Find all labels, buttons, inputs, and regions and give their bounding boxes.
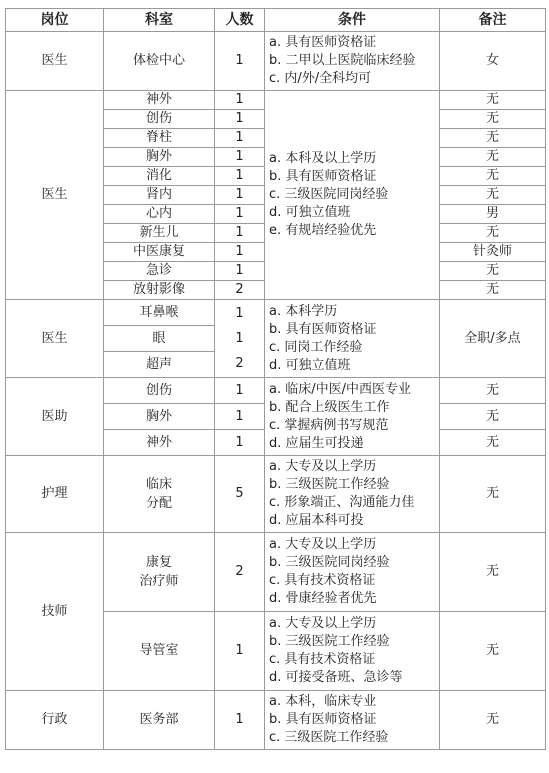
table-row <box>6 691 546 750</box>
condition-line: b. 具有医师资格证 <box>269 712 377 727</box>
count-cell: 1 <box>215 167 265 186</box>
table-row <box>6 378 546 404</box>
dept-cell: 脊柱 <box>104 129 215 148</box>
condition-line: c. 同岗工作经验 <box>269 339 363 355</box>
dept-cell: 新生儿 <box>104 224 215 243</box>
condition-line: c. 掌握病例书写规范 <box>269 417 389 433</box>
conditions-cell <box>265 691 440 750</box>
note-cell: 无 <box>440 110 546 129</box>
table-row <box>6 91 546 110</box>
conditions-cell <box>265 456 440 533</box>
note-cell: 无 <box>440 224 546 243</box>
post-cell: 医生 <box>6 32 104 91</box>
dept-cell: 胸外 <box>104 404 215 430</box>
conditions-cell <box>265 378 440 456</box>
condition-line: b. 具有医师资格证 <box>269 321 377 337</box>
dept-cell: 中医康复 <box>104 243 215 262</box>
count-cell: 1 <box>215 129 265 148</box>
note-cell: 全职/多点 <box>440 300 546 378</box>
table-row <box>6 533 546 612</box>
condition-line: d. 可接受备班、急诊等 <box>269 670 403 685</box>
post-cell: 护理 <box>6 456 104 533</box>
dept-line: 临床 <box>145 477 172 492</box>
condition-line: e. 有规培经验优先 <box>269 223 377 238</box>
condition-line: b. 三级医院工作经验 <box>269 634 390 649</box>
condition-line: c. 形象端正、沟通能力佳 <box>269 495 415 510</box>
note-cell: 无 <box>440 456 546 533</box>
dept-cell: 超声 <box>104 352 215 378</box>
dept-cell: 胸外 <box>104 148 215 167</box>
conditions-cell <box>265 612 440 691</box>
dept-cell: 耳鼻喉 <box>104 300 215 326</box>
count-cell: 1 <box>215 262 265 281</box>
condition-line: c. 具有技术资格证 <box>269 573 376 588</box>
count-cell: 1 <box>215 430 265 456</box>
condition-line: c. 具有技术资格证 <box>269 652 376 667</box>
count-value: 1 <box>235 306 244 321</box>
condition-line: d. 可独立值班 <box>269 205 351 220</box>
post-cell: 行政 <box>6 691 104 750</box>
condition-line: a. 大专及以上学历 <box>269 616 377 631</box>
note-cell: 无 <box>440 430 546 456</box>
dept-cell: 创伤 <box>104 110 215 129</box>
condition-line: a. 具有医师资格证 <box>269 35 377 50</box>
dept-cell: 创伤 <box>104 378 215 404</box>
condition-line: b. 二甲以上医院临床经验 <box>269 53 416 68</box>
dept-cell: 导管室 <box>104 612 215 691</box>
note-cell: 无 <box>440 148 546 167</box>
note-cell: 无 <box>440 691 546 750</box>
table-row <box>6 456 546 533</box>
dept-cell: 神外 <box>104 430 215 456</box>
note-cell: 无 <box>440 91 546 110</box>
dept-cell: 消化 <box>104 167 215 186</box>
table-row <box>6 300 546 326</box>
dept-cell: 肾内 <box>104 186 215 205</box>
count-cell: 1 <box>215 110 265 129</box>
post-cell: 医生 <box>6 300 104 378</box>
note-cell: 无 <box>440 404 546 430</box>
count-cell: 5 <box>215 456 265 533</box>
conditions-cell <box>265 533 440 612</box>
dept-cell <box>104 456 215 533</box>
header-conditions: 条件 <box>265 9 440 32</box>
note-cell: 男 <box>440 205 546 224</box>
dept-cell: 神外 <box>104 91 215 110</box>
dept-line: 治疗师 <box>139 574 179 589</box>
count-cell: 1 <box>215 224 265 243</box>
condition-line: d. 应届本科可投 <box>269 513 364 528</box>
condition-line: b. 配合上级医生工作 <box>269 399 390 415</box>
conditions-cell <box>265 32 440 91</box>
count-cell: 1 <box>215 205 265 224</box>
condition-line: a. 大专及以上学历 <box>269 537 377 552</box>
dept-cell <box>104 533 215 612</box>
note-cell: 无 <box>440 129 546 148</box>
header-notes: 备注 <box>440 9 546 32</box>
count-cell <box>215 300 265 378</box>
condition-line: c. 三级医院工作经验 <box>269 730 389 745</box>
condition-line: d. 骨康经验者优先 <box>269 591 377 606</box>
header-count: 人数 <box>215 9 265 32</box>
note-cell: 无 <box>440 186 546 205</box>
condition-line: d. 可独立值班 <box>269 357 351 373</box>
condition-line: b. 三级医院工作经验 <box>269 477 390 492</box>
count-cell: 1 <box>215 378 265 404</box>
note-cell: 女 <box>440 32 546 91</box>
note-cell: 无 <box>440 612 546 691</box>
conditions-cell <box>265 300 440 378</box>
condition-line: b. 具有医师资格证 <box>269 169 377 184</box>
conditions-cell <box>265 91 440 300</box>
count-cell: 1 <box>215 243 265 262</box>
condition-line: a. 本科学历 <box>269 303 338 319</box>
post-cell: 技师 <box>6 533 104 691</box>
header-row <box>6 9 546 32</box>
condition-line: c. 内/外/全科均可 <box>269 71 372 86</box>
count-cell: 1 <box>215 186 265 205</box>
count-cell: 1 <box>215 91 265 110</box>
dept-cell: 急诊 <box>104 262 215 281</box>
dept-cell: 眼 <box>104 326 215 352</box>
dept-line: 分配 <box>145 496 172 511</box>
note-cell: 无 <box>440 262 546 281</box>
dept-cell: 心内 <box>104 205 215 224</box>
condition-line: b. 三级医院同岗经验 <box>269 555 390 570</box>
condition-line: a. 临床/中医/中西医专业 <box>269 381 411 397</box>
condition-line: a. 本科，临床专业 <box>269 694 377 709</box>
condition-line: a. 本科及以上学历 <box>269 151 377 166</box>
condition-line: c. 三级医院同岗经验 <box>269 187 389 202</box>
note-cell: 无 <box>440 167 546 186</box>
count-value: 1 <box>235 331 244 346</box>
header-post: 岗位 <box>6 9 104 32</box>
note-cell: 无 <box>440 378 546 404</box>
post-cell: 医生 <box>6 91 104 300</box>
note-cell: 针灸师 <box>440 243 546 262</box>
dept-cell: 体检中心 <box>104 32 215 91</box>
header-dept: 科室 <box>104 9 215 32</box>
count-cell: 2 <box>215 281 265 300</box>
dept-line: 康复 <box>145 555 172 570</box>
condition-line: d. 应届生可投递 <box>269 435 364 451</box>
condition-line: a. 大专及以上学历 <box>269 459 377 474</box>
count-cell: 2 <box>215 533 265 612</box>
dept-cell: 放射影像 <box>104 281 215 300</box>
dept-cell: 医务部 <box>104 691 215 750</box>
post-cell: 医助 <box>6 378 104 456</box>
count-cell: 1 <box>215 32 265 91</box>
recruitment-table <box>5 8 546 750</box>
count-cell: 1 <box>215 691 265 750</box>
count-cell: 1 <box>215 148 265 167</box>
note-cell: 无 <box>440 533 546 612</box>
count-value: 2 <box>235 356 244 371</box>
count-cell: 1 <box>215 404 265 430</box>
table-row <box>6 32 546 91</box>
count-cell: 1 <box>215 612 265 691</box>
note-cell: 无 <box>440 281 546 300</box>
